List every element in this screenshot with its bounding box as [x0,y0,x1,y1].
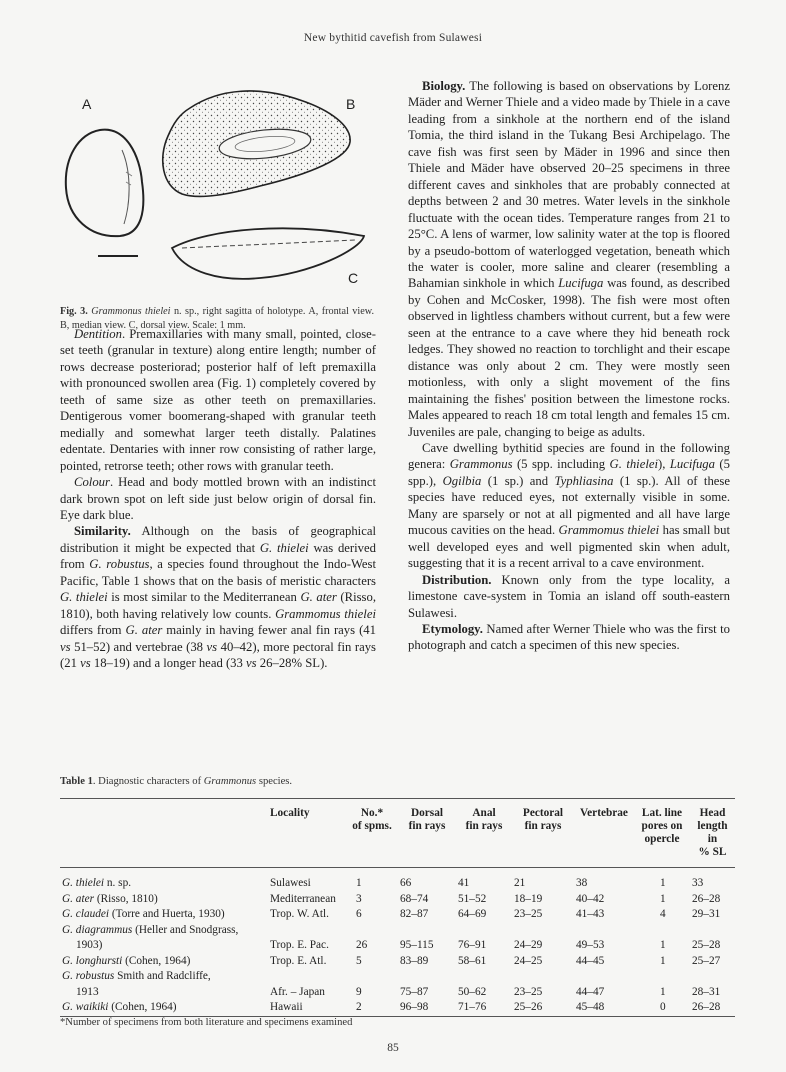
head-length-cell: 28–31 [692,985,721,998]
heading-dentition: Dentition [74,327,122,341]
table-caption-text: . Diagnostic characters of [92,776,204,787]
genus-name: Grammonus [449,457,513,472]
locality-cell: Trop. E. Atl. [270,954,327,967]
text-span: The following is based on observations by Lorenz Mäder and Werner Thiele and a video made by Thiele in a cave leading from a sinkhole at the northern end of the island Tomia, the third island in the Tukang Besi Archipelago. The cave fish was first seen by Mäder in 1996 and since then Thiele and Mäder have observed 20–25 specimens in three different caves and sinkholes that are probably connected at depths between 2 and 30 metres. Water levels in the sinkhole fluctuate with the ocean tides. Temperature ranges from 21 to 25°C. A lens of warmer, low salinity water at the top is floored by a pseudo-bottom of waterlogged vegetation, beneath which the water is cooler, more saline and clearer (resembling a Bahamian sinkhole in which [408,79,730,291]
table-header-cell [634,799,690,868]
pectoral-cell: 23–25 [514,908,543,920]
table-footnote: *Number of specimens from both literature and specimens examined [60,1017,353,1028]
locality-cell: Hawaii [270,1001,303,1013]
head-length-cell: 25–27 [692,954,721,967]
page-number: 85 [387,1042,399,1054]
genus-name: Lucifuga [558,276,604,291]
species-authority-year: 1913 [76,985,99,998]
table-header-text: Pectoral [522,807,564,819]
figure-label-b: B [346,96,356,112]
text-span: (5 spp.), [408,457,731,488]
pectoral-cell: 18–19 [514,892,543,905]
table-body [60,868,735,1017]
table-header-text: fin rays [408,820,446,832]
otolith-median-view [163,91,350,196]
table-row [60,1000,735,1016]
specimen-count-cell: 9 [356,985,362,998]
lateral-line-cell: 1 [660,954,666,967]
text-span: (Risso, 1810), both having relatively low counts. [60,590,377,621]
table-header-text: No.* [360,807,384,819]
text-span: (1 sp.). All of these species have reduced eyes, not externally visible in some. Many are sparsely or not at all pigmented and all have large mucous cavities on the head. [408,473,730,538]
dorsal-cell: 66 [400,877,412,889]
text-span: , a species found throughout the Indo-West Pacific, Table 1 shows that on the basis of meristic characters [60,557,376,588]
table-header-cell [574,799,634,868]
locality-cell: Trop. E. Pac. [270,939,329,951]
anal-cell: 76–91 [458,939,487,951]
species-authority: Smith and Radcliffe, [114,970,211,982]
lateral-line-cell: 1 [660,939,666,951]
table-header-cell [346,799,398,868]
dorsal-cell: 75–87 [400,985,429,998]
anal-cell: 71–76 [458,1001,487,1013]
species-name: G. thielei [609,457,659,472]
table-header-cell [268,799,346,868]
otolith-frontal-view [66,130,144,236]
head-length-cell: 25–28 [692,939,721,951]
pectoral-cell: 25–26 [514,1001,543,1013]
heading-biology: Biology. [422,79,466,93]
species-name: G. diagrammus [62,923,133,936]
vertebrae-cell: 40–42 [576,892,605,905]
lateral-line-cell: 1 [660,892,666,905]
specimen-count-cell: 2 [356,1001,362,1013]
table-caption-label: Table 1 [60,776,93,787]
text-span: Cave dwelling bythitid species are found in the following genera: [408,440,730,472]
table-caption-genus: Grammonus [203,776,257,787]
lateral-line-cell: 1 [660,985,666,998]
specimen-count-cell: 5 [356,954,362,967]
table-header-cell [690,799,735,868]
locality-cell: Sulawesi [270,877,311,889]
text-etymology: Named after Werner Thiele who was the first to photograph and catch a specimen of this new species. [408,621,730,653]
text-span: (5 spp. including [512,457,610,472]
species-name: G. thielei [60,590,108,605]
text-span: 40–42), more pectoral fin rays (21 [60,639,376,671]
table-row [60,954,735,970]
versus: vs [246,656,257,671]
table-header-text: of spms. [352,820,392,832]
genus-name: Typhliasina [554,473,614,488]
table-row [60,907,735,923]
left-column [60,326,376,672]
species-name: G. robustus [62,970,115,982]
table-row [60,923,735,954]
pectoral-cell: 21 [514,877,526,889]
species-name: G. thielei [62,877,105,889]
table-header-text: Locality [270,807,310,819]
table-header-text: Head [699,807,726,819]
head-length-cell: 26–28 [692,1001,721,1013]
vertebrae-cell: 44–47 [576,985,605,998]
paragraph-etymology [408,621,730,654]
dorsal-cell: 95–115 [400,939,434,951]
species-name: G. ater [125,623,163,638]
paragraph-distribution [408,572,730,621]
specimen-count-cell: 6 [356,908,362,920]
otolith-drawings [60,78,372,296]
paragraph-cave-dwelling [408,440,730,572]
paragraph-dentition [60,326,376,474]
species-name: G. ater [62,892,95,905]
table-row [60,892,735,908]
text-span: 18–19) and a longer head (33 [90,656,247,671]
species-name: Grammomus thielei [275,606,376,621]
text-colour: . Head and body mottled brown with an indistinct dark brown spot on left side just below origin of dorsal fin. Eye dark blue. [60,475,376,522]
text-span: was found, as described by Cohen and McCosker, 1998). The fish were most often observed in lightless chambers without current, but a few were seen at the entrance to a cave where they hid beneath rock ledges. They showed no reaction to torchlight and their escape distance was only about 2 cm. They were mostly seen motionless, with only a slight movement of the fins maintaining the fishes' position between the limestone rocks. Males appeared to reach 18 cm total length and females 15 cm. Juveniles are pale, changing to beige as adults. [408,276,730,439]
table-header-cell [60,799,268,868]
table-header-text: fin rays [524,820,562,832]
species-name: G. thielei [259,540,309,555]
species-cell [60,892,268,908]
species-name: G. robustus [89,557,150,572]
diagnostic-table [60,798,735,1017]
table-header-text: % SL [698,846,727,858]
versus: vs [60,639,71,654]
species-authority: n. sp. [104,877,132,889]
specimen-count-cell: 26 [356,939,368,951]
anal-cell: 51–52 [458,892,487,905]
heading-distribution: Distribution. [422,572,492,587]
pectoral-cell: 24–29 [514,939,543,951]
species-authority-year: 1903) [76,939,103,951]
species-authority: (Risso, 1810) [94,892,158,905]
specimen-count-cell: 3 [356,892,362,905]
genus-name: Lucifuga [669,457,715,472]
anal-cell: 58–61 [458,954,487,967]
table-caption-end: species. [256,776,293,787]
table-header-text: Dorsal [410,807,443,819]
species-cell [60,1000,268,1016]
species-name: G. ater [300,590,337,605]
versus: vs [206,639,218,654]
locality-cell: Afr. – Japan [270,985,325,998]
versus: vs [80,656,91,671]
lateral-line-cell: 4 [660,908,666,920]
table-header-text: Lat. line [641,807,683,819]
text-span: Although on the basis of geographical distribution it might be expected that [60,524,376,555]
text-span: has small but well developed eyes and well pigmented skin when adult, suggesting that it is a recent arrival to a cave environment. [408,523,731,571]
vertebrae-cell: 49–53 [576,939,605,951]
table-header-text: length in [697,820,728,845]
genus-name: Ogilbia [442,473,482,488]
table-caption [60,776,660,787]
text-dentition: . Premaxillaries with many small, pointed, close-set teeth (granular in texture) along entire length; number of rows decrease posteriorad; posterior half of left premaxilla with pronounced swollen area (Fig. 1) completely covered by teeth of same size as other teeth on premaxillaries. Dentigerous vomer boomerang-shaped with granular teeth medially and somewhat larger teeth distally. Palatines edentate. Dentaries with inner row consisting of rather large, pointed, retrorse teeth; other rows with granular teeth. [60,327,376,473]
running-head: New bythitid cavefish from Sulawesi [303,32,483,44]
text-span: differs from [60,623,126,638]
species-cell [60,907,268,923]
text-span: was derived from [60,540,376,572]
text-span: (1 sp.) and [481,473,555,488]
figure-label-c: C [348,270,359,286]
anal-cell: 50–62 [458,985,487,998]
table-header-cell [456,799,512,868]
table-header-text: Vertebrae [580,807,628,819]
anal-cell: 41 [458,877,470,889]
pectoral-cell: 23–25 [514,985,543,998]
species-authority: (Cohen, 1964) [122,954,191,967]
species-cell [60,969,268,1000]
lateral-line-cell: 1 [660,877,666,889]
head-length-cell: 33 [692,877,704,889]
head-length-cell: 26–28 [692,892,721,905]
species-name: Grammomus thielei [558,523,660,538]
head-length-cell: 29–31 [692,908,721,920]
heading-colour: Colour [74,475,110,490]
text-distribution: Known only from the type locality, a limestone cave-system in Tomia an island off south-eastern Sulawesi. [408,572,730,620]
vertebrae-cell: 41–43 [576,908,605,920]
species-name: G. longhursti [62,954,123,967]
text-span: 26–28% SL). [256,656,328,671]
anal-cell: 64–69 [458,908,487,920]
table-row [60,969,735,1000]
locality-cell: Trop. W. Atl. [270,908,329,920]
figure-caption-text: n. sp., right sagitta of holotype. A, frontal view. B, median view. C, dorsal view. Scale: 1 mm. [60,306,374,331]
lateral-line-cell: 0 [660,1001,666,1013]
species-authority: (Cohen, 1964) [108,1001,177,1013]
table-header-row [60,799,735,868]
figure-caption-species: Grammonus thielei [91,306,171,317]
species-authority: (Torre and Huerta, 1930) [109,908,225,920]
heading-etymology: Etymology. [422,621,483,636]
figure-caption-label: Fig. 3. [60,306,88,317]
pectoral-cell: 24–25 [514,954,543,967]
text-span: ), [658,457,670,472]
table-header-text: opercle [644,833,680,845]
dorsal-cell: 96–98 [400,1001,429,1013]
species-cell [60,868,268,892]
paragraph-similarity [60,523,376,671]
text-span: 51–52) and vertebrae (38 [70,639,207,654]
table-header-cell [398,799,456,868]
vertebrae-cell: 45–48 [576,1001,605,1013]
vertebrae-cell: 44–45 [576,954,605,967]
text-span: mainly in having fewer anal fin rays (41 [162,623,376,638]
text-span: is most similar to the Mediterranean [107,590,301,605]
table-header-text: fin rays [465,820,503,832]
table-header-text: pores on [641,820,683,832]
species-name: G. waikiki [62,1001,109,1013]
table-row [60,868,735,892]
dorsal-cell: 68–74 [400,892,429,905]
dorsal-cell: 82–87 [400,908,429,920]
paragraph-biology [408,78,730,440]
paragraph-colour [60,474,376,523]
otolith-dorsal-view [172,228,364,278]
dorsal-cell: 83–89 [400,954,429,967]
species-name: G. claudei [62,908,110,920]
species-cell [60,954,268,970]
table-header-cell [512,799,574,868]
vertebrae-cell: 38 [576,877,588,889]
figure-3 [60,78,372,296]
locality-cell: Mediterranean [270,892,336,905]
figure-label-a: A [82,96,92,112]
species-cell [60,923,268,954]
specimen-count-cell: 1 [356,877,362,889]
species-authority: (Heller and Snodgrass, [132,923,239,936]
heading-similarity: Similarity. [74,524,131,539]
table-header-text: Anal [472,807,496,819]
right-column [408,78,730,654]
